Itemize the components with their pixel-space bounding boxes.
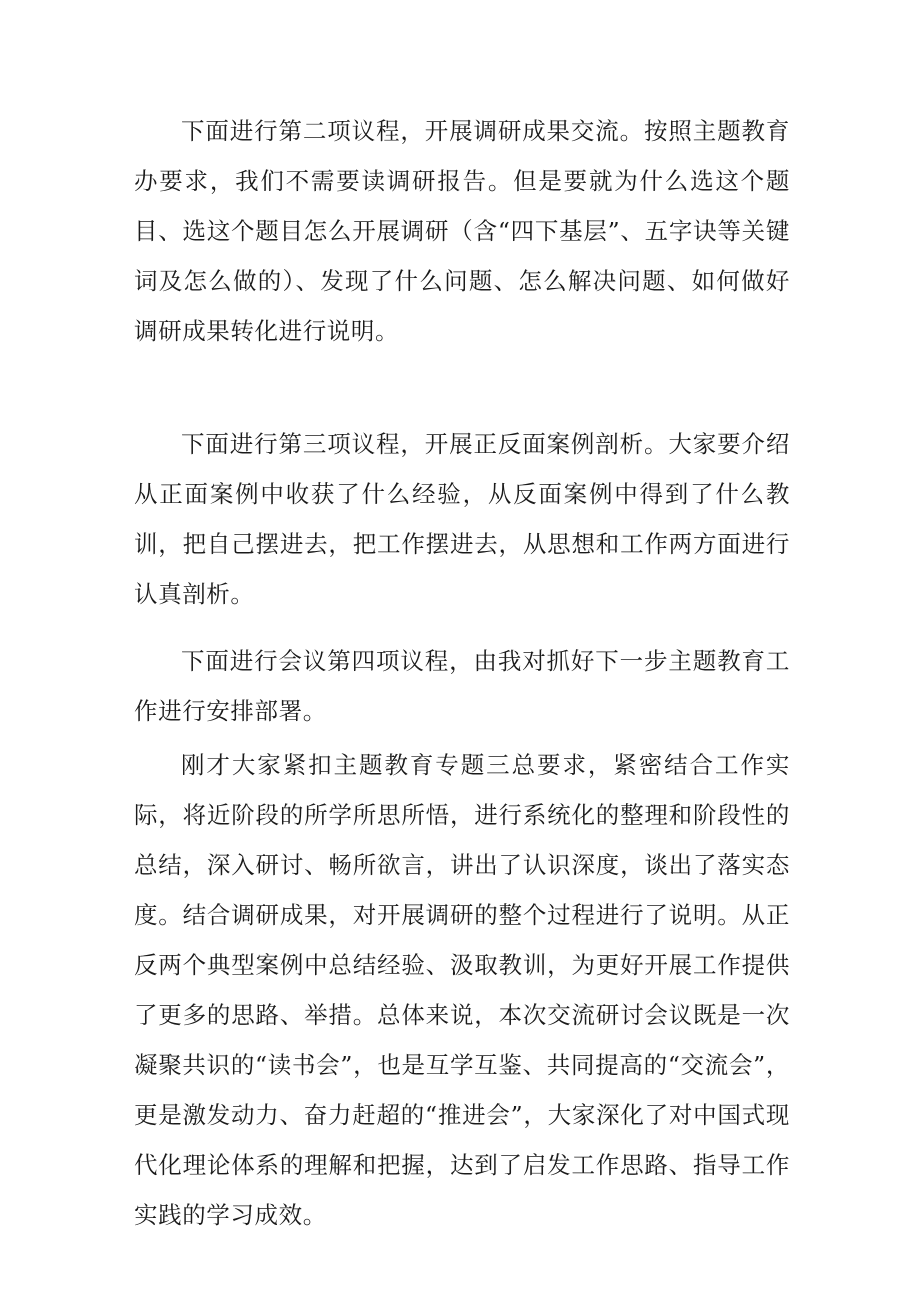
paragraph-summary: 刚才大家紧扣主题教育专题三总要求，紧密结合工作实际，将近阶段的所学所思所悟，进行系统化的整理和阶段性的总结，深入研讨、畅所欲言，讲出了认识深度，谈出了落实态度。结合调研成果，对开展调研的整个过程进行了说明。从正反两个典型案例中总结经验、汲取教训，为更好开展工作提供了更多的思路、举措。总体来说，本次交流研讨会议既是一次凝聚共识的“读书会”，也是互学互鉴、共同提高的“交流会”，更是激发动力、奋力赶超的“推进会”，大家深化了对中国式现代化理论体系的理解和把握，达到了启发工作思路、指导工作实践的学习成效。 [134,751,790,1229]
paragraph-agenda-item-3: 下面进行第三项议程，开展正反面案例剖析。大家要介绍从正面案例中收获了什么经验，从反面案例中得到了什么教训，把自己摆进去，把工作摆进去，从思想和工作两方面进行认真剖析。 [134,430,790,608]
paragraph-agenda-item-2: 下面进行第二项议程，开展调研成果交流。按照主题教育办要求，我们不需要读调研报告。但是要就为什么选这个题目、选这个题目怎么开展调研（含“四下基层”、五字诀等关键词及怎么做的）、发现了什么问题、怎么解决问题、如何做好调研成果转化进行说明。 [134,117,790,345]
paragraph-agenda-item-4: 下面进行会议第四项议程，由我对抓好下一步主题教育工作进行安排部署。 [134,647,790,725]
